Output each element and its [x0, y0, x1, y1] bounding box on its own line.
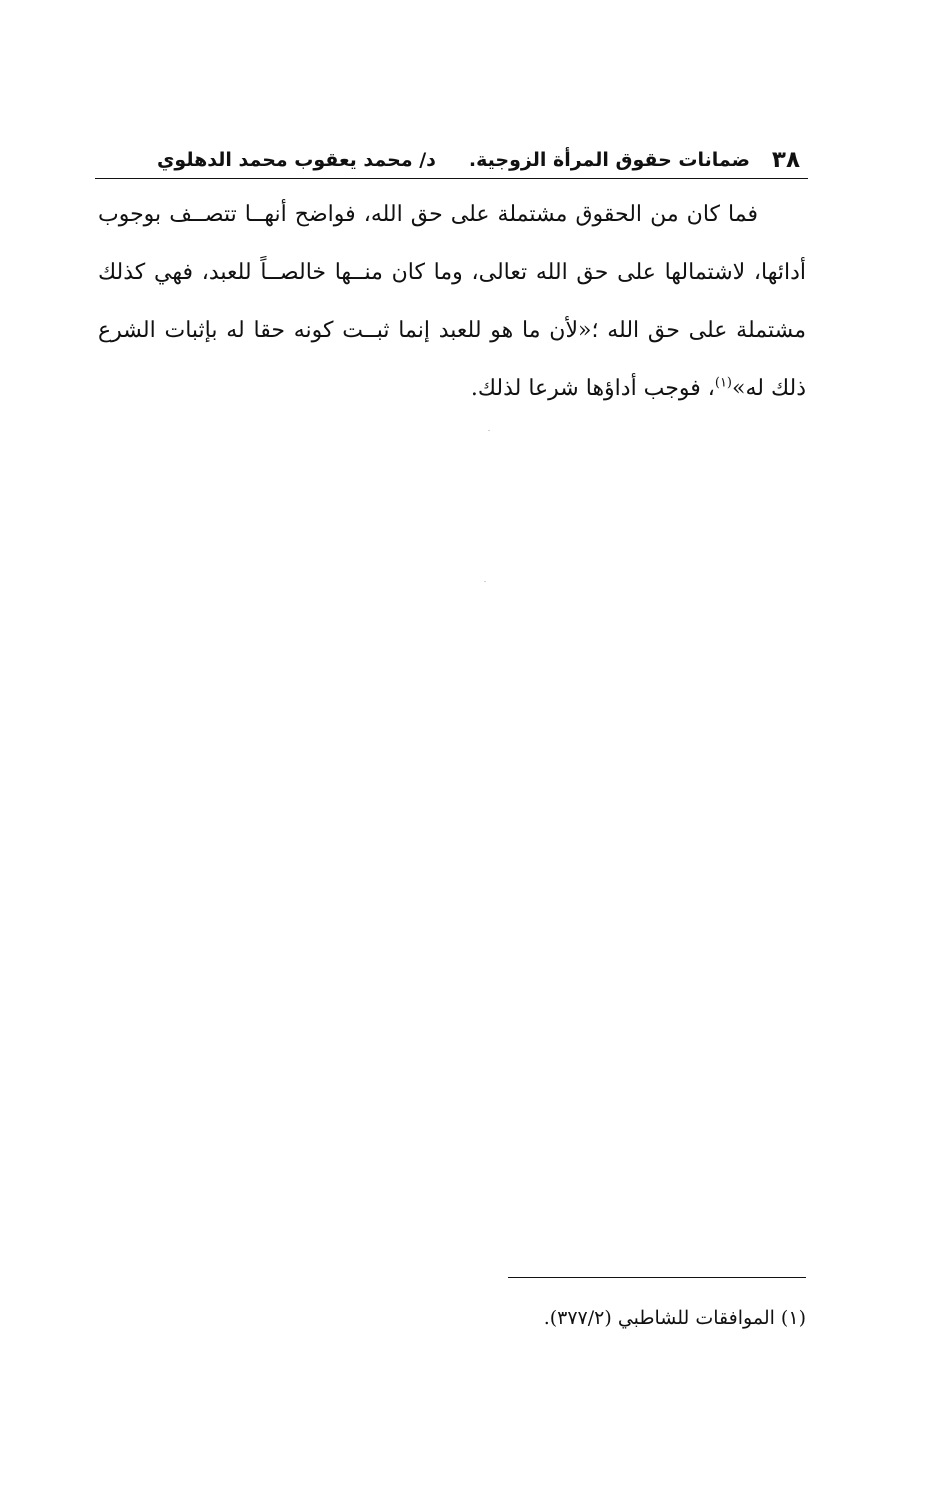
scan-speck	[484, 581, 486, 582]
footnote: (١) الموافقات للشاطبي (٣٧٧/٢).	[543, 1307, 806, 1329]
book-title: ضمانات حقوق المرأة الزوجية.	[468, 149, 750, 171]
scan-speck	[488, 430, 490, 431]
running-header	[95, 144, 808, 179]
paragraph-text: فما كان من الحقوق مشتملة على حق الله، فواضح أنهــا تتصــف بوجوب أدائها، لاشتمالها على حق الله تعالى، وما كان منــها خالصــاً للعبد، فهي كذلك مشتملة على حق الله ؛«لأن ما هو للعبد إنما ثبــت كونه حقا له بإثبات الشرع ذلك له»	[98, 202, 806, 401]
main-text	[98, 186, 806, 418]
footnote-reference: (١)	[714, 375, 732, 391]
paragraph	[98, 186, 806, 418]
author-name: د/ محمد يعقوب محمد الدهلوي	[157, 149, 436, 171]
page-number: ٣٨	[771, 147, 800, 173]
paragraph-text-end: ، فوجب أداؤها شرعا لذلك.	[470, 376, 715, 401]
footnote-separator	[508, 1277, 806, 1278]
